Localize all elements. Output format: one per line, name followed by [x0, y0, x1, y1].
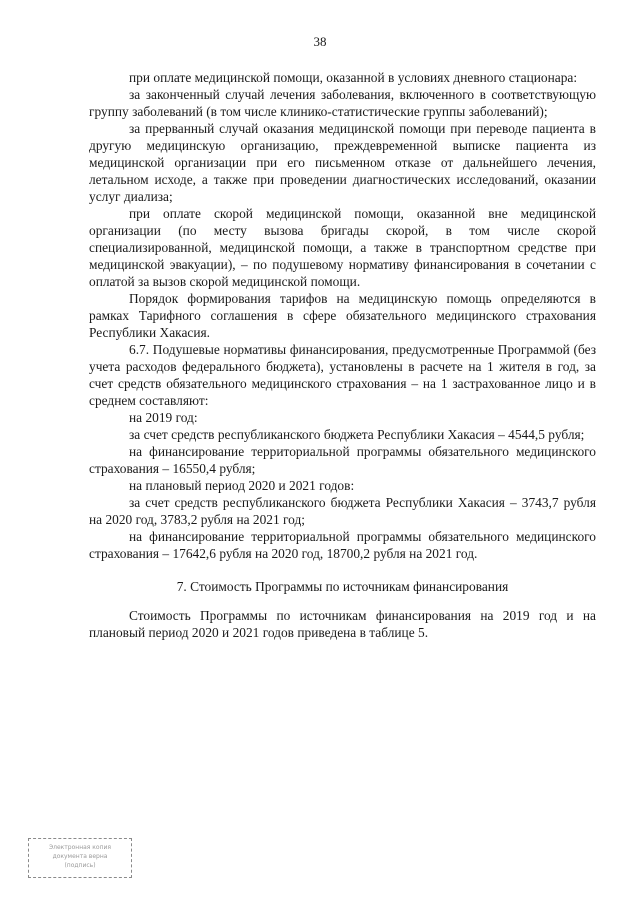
- paragraph-per-capita-norms: 6.7. Подушевые нормативы финансирования, предусмотренные Программой (без учета расходов федерального бюджета), установлены в расчете на 1 жителя в год, за счет средств обязательного медицинского страхования – на 1 застрахованное лицо и в среднем составляют:: [89, 342, 596, 408]
- stamp-line: (подпись): [64, 862, 96, 869]
- stamp-line: Электронная копия: [48, 844, 112, 851]
- paragraph-interrupted-case: за прерванный случай оказания медицинской помощи при переводе пациента в другую медицинскую организацию, преждевременной выписке пациента из медицинской организации при его письменном отказе от дальнейшего лечения, летальном исходе, а также при проведении диагностических исследований, оказании услуг диализа;: [89, 121, 596, 204]
- certification-stamp: [28, 838, 132, 878]
- paragraph-year-2019: на 2019 год:: [129, 410, 198, 425]
- paragraph-planning-period: на плановый период 2020 и 2021 годов:: [129, 478, 355, 493]
- paragraph-planning-oms-program: на финансирование территориальной программы обязательного медицинского страхования – 17642,6 рубля на 2020 год, 18700,2 рубля на 2021 год.: [89, 529, 596, 561]
- paragraph-tariff-procedure: Порядок формирования тарифов на медицинскую помощь определяются в рамках Тарифного соглашения в сфере обязательного медицинского страхования Республики Хакасия.: [89, 291, 596, 340]
- paragraph-ambulance-payment: при оплате скорой медицинской помощи, оказанной вне медицинской организации (по месту вызова бригады скорой, в том числе скорой специализированной, медицинской помощи, а также в транспортном средстве при медицинской эвакуации), – по подушевому нормативу финансирования в сочетании с оплатой за вызов скорой медицинской помощи.: [89, 206, 596, 289]
- paragraph-completed-case: за законченный случай лечения заболевания, включенного в соответствующую группу заболеваний (в том числе клинико-статистические группы заболеваний);: [89, 87, 596, 119]
- paragraph-program-cost: Стоимость Программы по источникам финансирования на 2019 год и на плановый период 2020 и 2021 годов приведена в таблице 5.: [89, 608, 596, 640]
- paragraph-2019-oms-program: на финансирование территориальной программы обязательного медицинского страхования – 16550,4 рубля;: [89, 444, 596, 476]
- paragraph-planning-republic-budget: за счет средств республиканского бюджета Республики Хакасия – 3743,7 рубля на 2020 год, 3783,2 рубля на 2021 год;: [89, 495, 596, 527]
- section-heading: 7. Стоимость Программы по источникам финансирования: [176, 579, 509, 594]
- page-number: 38: [313, 34, 327, 49]
- paragraph-2019-republic-budget: за счет средств республиканского бюджета Республики Хакасия – 4544,5 рубля;: [129, 427, 585, 442]
- paragraph-day-hospital: при оплате медицинской помощи, оказанной в условиях дневного стационара:: [129, 70, 578, 85]
- stamp-line: документа верна: [52, 853, 108, 860]
- document-body: [89, 69, 596, 641]
